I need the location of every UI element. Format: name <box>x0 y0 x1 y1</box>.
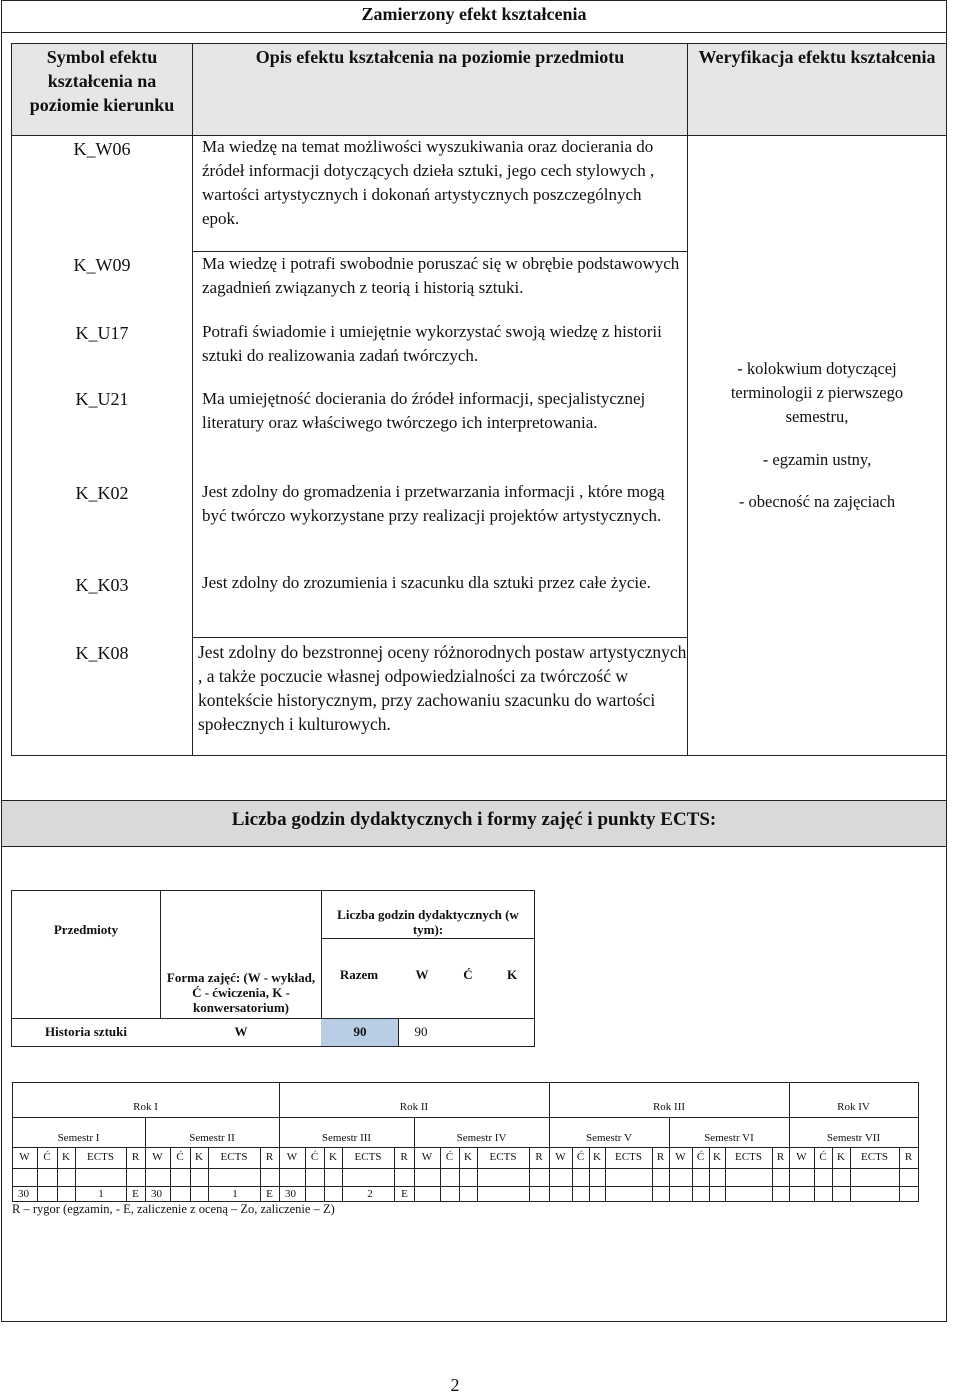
sub-header-c: Ć <box>463 967 473 982</box>
effect-description: Ma wiedzę na temat możliwości wyszukiwania oraz docierania do źródeł informacji dotyczących dzieła sztuki, jego cech stylowych , wartości artystycznych i dokonań artystycznych poszczególnych epok. <box>202 137 655 228</box>
subcol-label: Ć <box>696 1151 705 1163</box>
subcol-label: Ć <box>43 1151 51 1163</box>
subcol-label: ECTS <box>354 1151 382 1163</box>
subcol-label: K <box>837 1151 845 1163</box>
subcol-label: K <box>464 1151 472 1163</box>
verification-item: - kolokwium dotyczącej terminologii z pierwszego semestru, <box>730 359 904 426</box>
hours-section-title: Liczba godzin dydaktycznych i formy zajęć i punkty ECTS: <box>2 800 946 847</box>
subcol-label: ECTS <box>735 1151 762 1163</box>
subcol-label: R <box>265 1151 274 1163</box>
semester-label: Semestr III <box>321 1132 372 1144</box>
subcol-label: R <box>904 1151 913 1163</box>
year-label: Rok III <box>652 1101 686 1113</box>
sem1-w: 30 <box>18 1188 29 1200</box>
semester-label: Semestr VII <box>826 1132 881 1144</box>
effect-symbol: K_K02 <box>75 483 129 503</box>
verification-methods <box>688 357 946 514</box>
subcol-label: Ć <box>576 1151 585 1163</box>
subcol-label: ECTS <box>489 1151 517 1163</box>
grid-line <box>12 1186 918 1187</box>
header-symbol: Symbol efektu kształcenia na poziomie kierunku <box>12 43 192 135</box>
subcol-label: W <box>152 1151 163 1163</box>
subcol-label: ECTS <box>87 1151 114 1163</box>
subcol-label: Ć <box>819 1151 827 1163</box>
subcol-label: K <box>329 1151 337 1163</box>
subcol-label: R <box>656 1151 665 1163</box>
semester-label: Semestr VI <box>704 1132 754 1144</box>
legend: R – rygor (egzamin, - E, zaliczenie z oceną – Zo, zaliczenie – Z) <box>12 1202 335 1216</box>
subcol-label: R <box>535 1151 543 1163</box>
sem3-r: E <box>401 1188 408 1200</box>
verification-item: - egzamin ustny, <box>762 450 872 469</box>
subcol-label: ECTS <box>861 1151 888 1163</box>
sem2-ects: 1 <box>232 1188 238 1200</box>
col-subjects: Przedmioty <box>53 922 119 937</box>
row-w: 90 <box>414 1024 428 1039</box>
col-hours: Liczba godzin dydaktycznych (w tym): <box>337 907 519 937</box>
effect-description: Jest zdolny do bezstronnej oceny różnorodnych postaw artystycznych , a także poczucie własnej odpowiedzialności za twórczość w kontekście historycznym, przy zachowaniu szacunku do wartości społecznych i kulturowych. <box>198 642 687 734</box>
grid-line <box>12 1117 918 1118</box>
subcol-label: Ć <box>310 1151 319 1163</box>
semester-label: Semestr IV <box>456 1132 507 1144</box>
year-label: Rok IV <box>837 1101 870 1113</box>
effect-description: Jest zdolny do zrozumienia i szacunku dla sztuki przez całe życie. <box>202 573 651 592</box>
subcol-label: K <box>62 1151 70 1163</box>
subcol-label: W <box>286 1151 298 1163</box>
subcol-label: K <box>713 1151 721 1163</box>
subcol-label: R <box>400 1151 408 1163</box>
semester-label: Semestr V <box>586 1132 632 1144</box>
header-description: Opis efektu kształcenia na poziomie przedmiotu <box>193 43 687 135</box>
subcol-label: ECTS <box>220 1151 248 1163</box>
sem3-w: 30 <box>285 1188 296 1200</box>
subcol-label: Ć <box>445 1151 454 1163</box>
sem3-ects: 2 <box>367 1188 373 1200</box>
sem1-ects: 1 <box>98 1188 104 1200</box>
grid-line <box>918 1082 919 1202</box>
semester-label: Semestr II <box>189 1132 235 1144</box>
sub-header-k: K <box>506 967 518 982</box>
grid-line <box>12 1147 918 1148</box>
effect-symbol: K_U17 <box>75 323 129 343</box>
effect-symbol: K_U21 <box>75 389 129 409</box>
subcol-label: K <box>195 1151 203 1163</box>
grid-line <box>12 1082 918 1083</box>
subcol-label: W <box>675 1151 686 1163</box>
header-verification: Weryfikacja efektu kształcenia <box>688 43 946 135</box>
effects-title: Zamierzony efekt kształcenia <box>361 4 587 24</box>
verification-item: - obecność na zajęciach <box>738 492 896 511</box>
sem2-w: 30 <box>151 1188 162 1200</box>
sub-header-w: W <box>415 967 429 982</box>
subcol-label: R <box>131 1151 140 1163</box>
effect-symbol: K_W06 <box>73 139 131 159</box>
effect-symbol: K_K08 <box>75 643 129 663</box>
row-razem: 90 <box>353 1024 367 1039</box>
row-subject: Historia sztuki <box>45 1024 127 1039</box>
year-label: Rok II <box>399 1101 429 1113</box>
subcol-label: Ć <box>176 1151 184 1163</box>
semester-label: Semestr I <box>57 1132 100 1144</box>
subcol-label: K <box>593 1151 601 1163</box>
subcol-label: ECTS <box>615 1151 642 1163</box>
subcol-label: W <box>19 1151 30 1163</box>
effect-description: Jest zdolny do gromadzenia i przetwarzania informacji , które mogą być twórczo wykorzystane przy realizacji projektów artystycznych. <box>202 482 665 525</box>
sub-header-razem: Razem <box>339 967 379 982</box>
effect-symbol: K_K03 <box>75 575 129 595</box>
row-form: W <box>234 1024 248 1039</box>
sem2-r: E <box>266 1188 273 1200</box>
subcol-label: R <box>776 1151 785 1163</box>
subcol-label: W <box>796 1151 807 1163</box>
effect-symbol: K_W09 <box>73 255 131 275</box>
effect-description: Ma umiejętność docierania do źródeł informacji, specjalistycznej literatury oraz właściwego twórczego ich interpretowania. <box>202 389 646 432</box>
grid-line <box>12 1168 918 1169</box>
subcol-label: W <box>421 1151 433 1163</box>
sem1-r: E <box>132 1188 139 1200</box>
subcol-label: W <box>555 1151 566 1163</box>
effect-description: Ma wiedzę i potrafi swobodnie poruszać się w obrębie podstawowych zagadnień związanych z teorią i historią sztuki. <box>202 254 680 297</box>
col-form: Forma zajęć: (W - wykład, Ć - ćwiczenia, K - konwersatorium) <box>166 970 316 1015</box>
page-number: 2 <box>450 1375 460 1395</box>
year-label: Rok I <box>133 1101 158 1113</box>
effect-description: Potrafi świadomie i umiejętnie wykorzystać swoją wiedzę z historii sztuki do realizowania zadań twórczych. <box>202 322 662 365</box>
